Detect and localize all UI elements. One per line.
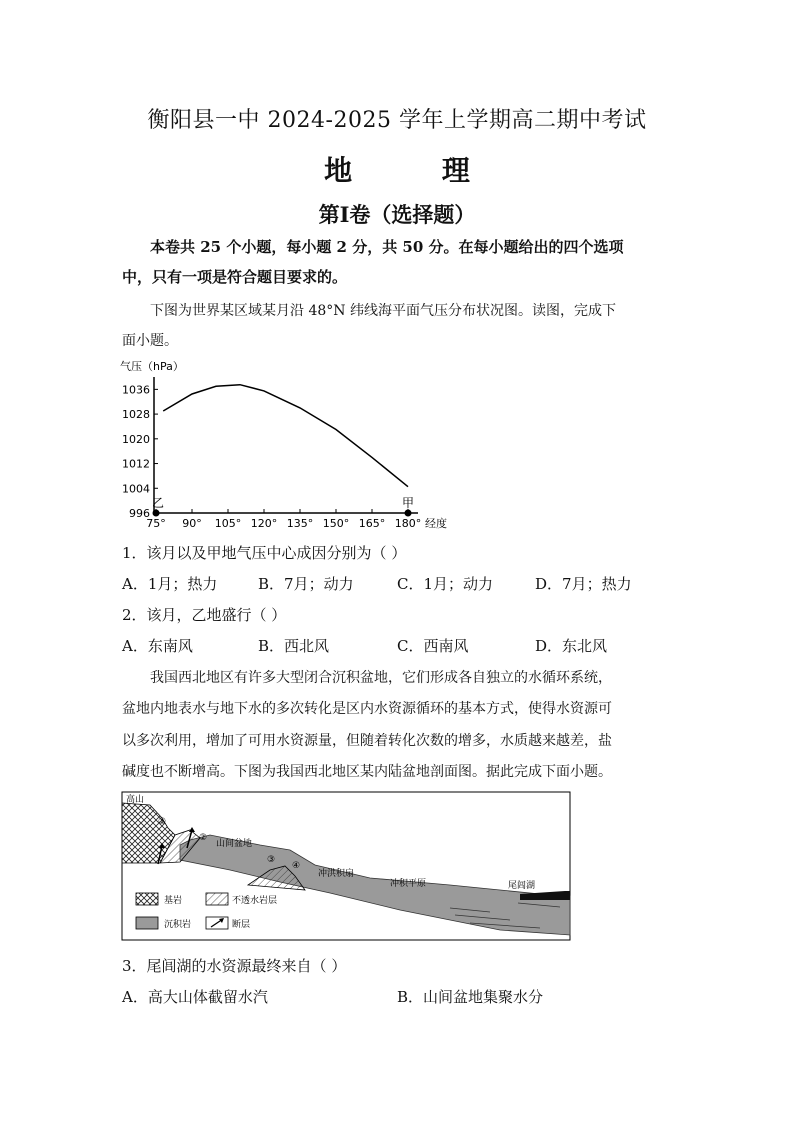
intro2-line2: 盆地内地表水与地下水的多次转化是区内水资源循环的基本方式，使得水资源可 [122, 701, 612, 717]
y-tick-label: 996 [129, 507, 150, 520]
label-n3: ③ [267, 855, 276, 865]
exam-title: 衡阳县一中 2024-2025 学年上学期高二期中考试 [147, 108, 647, 133]
label-lake: 尾闾湖 [508, 881, 536, 891]
q2-stem: 2．该月，乙地盛行（ ） [122, 606, 287, 624]
q2-option-b[interactable]: B．西北风 [258, 637, 330, 655]
label-n1: ① [158, 817, 167, 827]
x-tick-label: 165° [358, 517, 386, 530]
x-tick-label: 75° [146, 517, 166, 530]
pressure-curve [163, 385, 408, 487]
label-mountain: 高山 [126, 795, 145, 805]
q2-option-d[interactable]: D．东北风 [535, 637, 608, 655]
intro2-line4: 碱度也不断增高。下图为我国西北地区某内陆盆地剖面图。据此完成下面小题。 [122, 764, 612, 780]
q3-stem: 3．尾闾湖的水资源最终来自（ ） [122, 957, 347, 975]
point-yi-label: 乙 [152, 496, 165, 510]
legend-sedimentary-swatch [136, 917, 158, 929]
legend-impermeable-swatch [206, 893, 228, 905]
label-n2: ② [199, 833, 208, 843]
chart-xlabel: 经度 [425, 517, 447, 530]
label-n4: ④ [292, 861, 301, 871]
chart-ylabel: 气压（hPa） [120, 360, 184, 373]
legend-impermeable-label: 不透水岩层 [232, 896, 278, 906]
subject-title: 地 理 [324, 154, 510, 187]
intro1-line1: 下图为世界某区域某月沿 48°N 纬线海平面气压分布状况图。读图，完成下 [150, 303, 616, 319]
q1-option-c[interactable]: C．1月；动力 [397, 575, 494, 593]
q1-stem: 1．该月以及甲地气压中心成因分别为（ ） [122, 544, 407, 562]
x-tick-label: 105° [214, 517, 242, 530]
pressure-chart [120, 355, 450, 530]
basin-profile-diagram [120, 790, 574, 942]
x-tick-label: 120° [250, 517, 278, 530]
point-jia-dot [405, 510, 412, 517]
q2-option-c[interactable]: C．西南风 [397, 637, 469, 655]
label-basin: 山间盆地 [216, 839, 253, 849]
x-tick-label: 150° [322, 517, 350, 530]
intro2-line1: 我国西北地区有许多大型闭合沉积盆地，它们形成各自独立的水循环系统， [150, 670, 612, 686]
y-tick-label: 1020 [122, 432, 150, 446]
y-tick-label: 1028 [122, 408, 150, 422]
q3-option-b[interactable]: B．山间盆地集聚水分 [397, 988, 544, 1006]
intro2-line3: 以多次利用，增加了可用水资源量，但随着转化次数的增多，水质越来越差，盐 [122, 733, 612, 749]
legend-bedrock-swatch [136, 893, 158, 905]
y-tick-label: 1036 [122, 383, 150, 397]
instructions-line1: 本卷共 25 个小题，每小题 2 分，共 50 分。在每小题给出的四个选项 [150, 238, 624, 256]
x-tick-label: 90° [182, 517, 202, 530]
section-title: 第Ⅰ卷（选择题） [318, 202, 476, 227]
q2-option-a[interactable]: A．东南风 [122, 637, 193, 655]
label-fan: 冲洪积扇 [318, 869, 355, 879]
label-plain: 冲积平原 [390, 879, 427, 889]
legend-bedrock-label: 基岩 [164, 896, 183, 906]
q3-option-a[interactable]: A．高大山体截留水汽 [122, 988, 268, 1006]
q1-option-a[interactable]: A．1月；热力 [122, 575, 218, 593]
point-jia-label: 甲 [402, 496, 415, 510]
instructions-line2: 中，只有一项是符合题目要求的。 [122, 268, 348, 286]
point-yi-dot [153, 510, 160, 517]
x-tick-label: 180° [394, 517, 422, 530]
q1-option-b[interactable]: B．7月；动力 [258, 575, 354, 593]
x-tick-label: 135° [286, 517, 314, 530]
intro1-line2: 面小题。 [122, 333, 178, 349]
y-tick-label: 1012 [122, 457, 150, 471]
legend-fault-label: 断层 [232, 920, 251, 930]
y-tick-label: 1004 [122, 482, 150, 496]
legend-sedimentary-label: 沉积岩 [164, 920, 192, 930]
q1-option-d[interactable]: D．7月；热力 [535, 575, 632, 593]
